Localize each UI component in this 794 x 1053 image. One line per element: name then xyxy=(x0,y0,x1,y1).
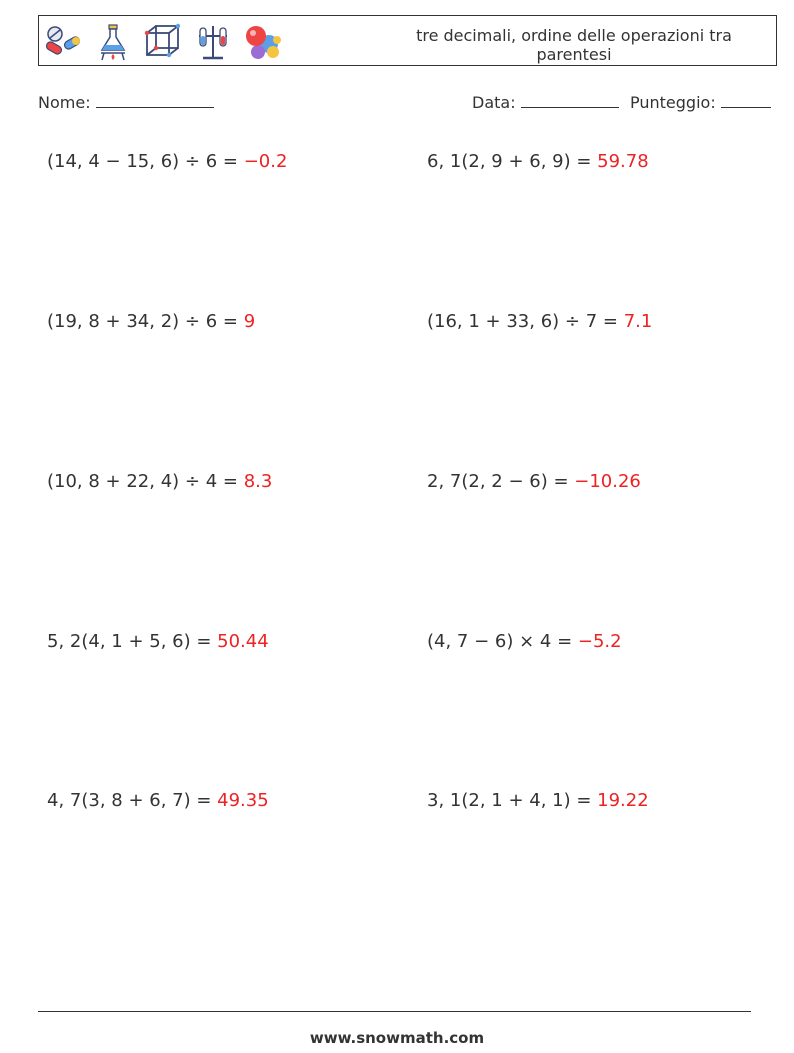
problem-5 xyxy=(47,471,272,492)
worksheet-title: tre decimali, ordine delle operazioni tra parentesi xyxy=(416,26,732,64)
score-blank[interactable] xyxy=(721,93,771,108)
problem-4 xyxy=(427,311,652,332)
name-blank[interactable] xyxy=(96,93,214,108)
problem-answer: 9 xyxy=(243,311,256,332)
problem-answer: 50.44 xyxy=(217,631,269,652)
problem-expression: (19, 8 + 34, 2) ÷ 6 = xyxy=(47,311,238,332)
problem-expression: (14, 4 − 15, 6) ÷ 6 = xyxy=(47,151,238,172)
problem-answer: 49.35 xyxy=(217,790,269,811)
problem-1 xyxy=(47,151,287,172)
cube-icon xyxy=(143,22,183,62)
problem-answer: 7.1 xyxy=(623,311,653,332)
problem-expression: (16, 1 + 33, 6) ÷ 7 = xyxy=(427,311,618,332)
problem-expression: 5, 2(4, 1 + 5, 6) = xyxy=(47,631,212,652)
date-label: Data: xyxy=(472,93,516,112)
flask-burner-icon xyxy=(93,22,133,62)
footer-url[interactable]: www.snowmath.com xyxy=(309,1029,485,1047)
problem-9 xyxy=(47,790,269,811)
problem-answer: −5.2 xyxy=(577,631,622,652)
problem-7 xyxy=(47,631,269,652)
pills-icon xyxy=(43,22,83,62)
name-label: Nome: xyxy=(38,93,91,112)
problem-expression: 2, 7(2, 2 − 6) = xyxy=(427,471,569,492)
problem-answer: −0.2 xyxy=(243,151,288,172)
problem-expression: (10, 8 + 22, 4) ÷ 4 = xyxy=(47,471,238,492)
date-field xyxy=(472,93,619,112)
problem-expression: 6, 1(2, 9 + 6, 9) = xyxy=(427,151,592,172)
problem-3 xyxy=(47,311,255,332)
problem-expression: 4, 7(3, 8 + 6, 7) = xyxy=(47,790,212,811)
header-icons xyxy=(43,21,283,63)
date-blank[interactable] xyxy=(521,93,619,108)
problem-answer: 8.3 xyxy=(243,471,273,492)
problem-6 xyxy=(427,471,641,492)
problem-expression: (4, 7 − 6) × 4 = xyxy=(427,631,573,652)
header-box xyxy=(38,15,777,66)
score-label: Punteggio: xyxy=(630,93,716,112)
problem-answer: 19.22 xyxy=(597,790,649,811)
problem-answer: 59.78 xyxy=(597,151,649,172)
test-tubes-icon xyxy=(193,22,233,62)
problem-2 xyxy=(427,151,649,172)
name-field xyxy=(38,93,214,112)
problem-answer: −10.26 xyxy=(574,471,641,492)
molecule-icon xyxy=(243,22,283,62)
footer-divider xyxy=(38,1011,751,1012)
problem-10 xyxy=(427,790,649,811)
problem-expression: 3, 1(2, 1 + 4, 1) = xyxy=(427,790,592,811)
score-field xyxy=(630,93,771,112)
problem-8 xyxy=(427,631,622,652)
